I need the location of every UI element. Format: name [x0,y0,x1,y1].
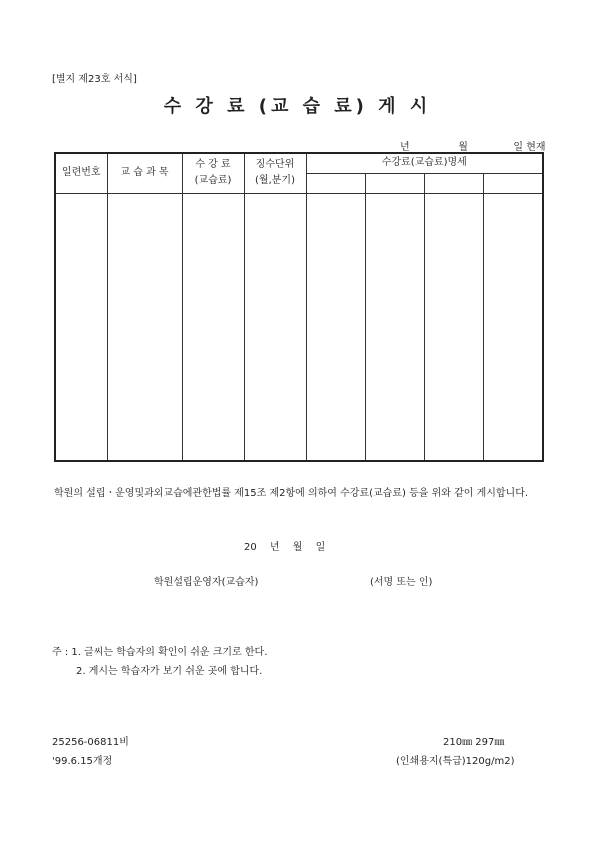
details-subcol [306,173,365,193]
table-cell[interactable] [55,193,107,461]
table-cell[interactable] [424,193,483,461]
operator-label: 학원설립운영자(교습자) [154,577,259,588]
header-fee-line1: 수 강 료 [195,159,231,171]
details-subcol [424,173,483,193]
note-1: 주 : 1. 글씨는 학습자의 확인이 쉬운 크기로 한다. [52,647,268,658]
table-cell[interactable] [365,193,424,461]
date-day-label: 일 현재 [513,142,546,153]
form-number-label: [별지 제23호 서식] [52,74,137,85]
paper-size: 210㎜ 297㎜ [443,737,505,748]
sign-date: 20 년 월 일 [244,542,326,553]
header-unit-line1: 징수단위 [255,159,295,171]
table-cell[interactable] [182,193,244,461]
header-fee-line2: (교습료) [194,175,232,187]
table-cell[interactable] [244,193,306,461]
paper-type: (인쇄용지(특급)120g/m2) [396,756,515,767]
header-details: 수강료(교습료)명세 [306,153,543,173]
header-subject: 교 습 과 목 [107,153,182,193]
statement-text: 학원의 설립ㆍ운영및과외교습에관한법률 제15조 제2항에 의하여 수강료(교습료) 등을 위와 같이 게시합니다. [54,488,529,499]
date-month-label: 월 [458,142,468,153]
details-subcol [483,173,543,193]
form-code: 25256-06811비 [52,737,129,748]
page-title: 수 강 료 (교 습 료) 게 시 [163,96,432,117]
header-unit-line2: (월,분기) [255,175,295,187]
revision-date: '99.6.15개정 [52,756,113,767]
header-serial: 일련번호 [55,153,107,193]
details-subcol [365,173,424,193]
header-fee [182,153,244,193]
fee-table [54,152,544,462]
table-cell[interactable] [483,193,543,461]
header-unit [244,153,306,193]
table-cell[interactable] [306,193,365,461]
table-body-row [55,193,543,461]
table-cell[interactable] [107,193,182,461]
date-header [400,138,546,153]
note-2: 2. 게시는 학습자가 보기 쉬운 곳에 합니다. [76,666,263,677]
date-year-label: 년 [400,142,410,153]
signature-label: (서명 또는 인) [370,577,433,588]
